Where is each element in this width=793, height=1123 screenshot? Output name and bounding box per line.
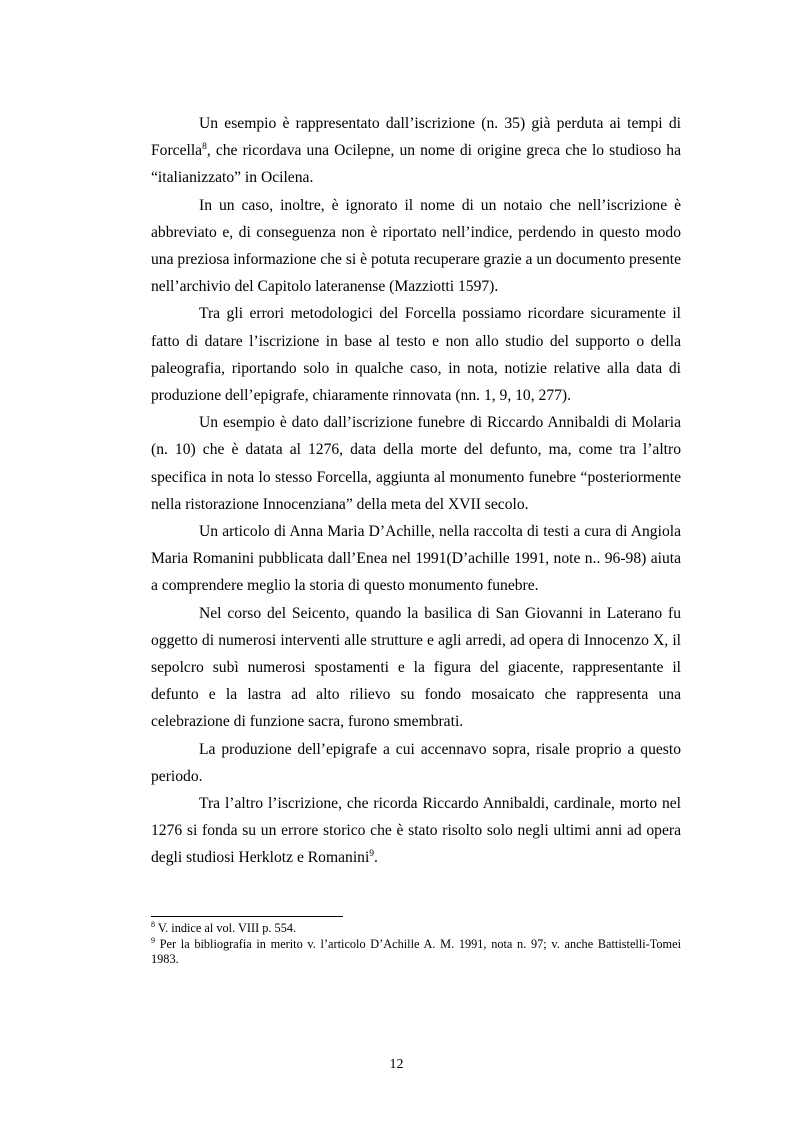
paragraph: Un articolo di Anna Maria D’Achille, nella raccolta di testi a cura di Angiola Maria Romanini pubblicata dall’Enea nel 1991(D’achille 1991, note n.. 96-98) aiuta a comprendere meglio la storia di questo monumento funebre. <box>151 523 681 595</box>
footnote-divider <box>151 916 343 917</box>
paragraph-text: , che ricordava una Ocilepne, un nome di origine greca che lo studioso ha “italianizzato” in Ocilena. <box>151 142 681 187</box>
footnotes <box>151 921 681 968</box>
paragraph: La produzione dell’epigrafe a cui accennavo sopra, risale proprio a questo periodo. <box>151 740 681 785</box>
paragraph-text: Un esempio è rappresentato dall’iscrizione (n. 35) già perduta ai tempi di Forcella <box>151 115 681 160</box>
page-number: 12 <box>389 1057 404 1072</box>
footnote-ref: 9 <box>369 849 375 860</box>
paragraph: Un esempio è dato dall’iscrizione funebre di Riccardo Annibaldi di Molaria (n. 10) che è datata al 1276, data della morte del defunto, ma, come tra l’altro specifica in nota lo stesso Forcella, aggiunta al monumento funebre “posteriormente nella ristorazione Innocenziana” della meta del XVII secolo. <box>151 414 681 513</box>
footnote-number: 8 <box>151 919 155 929</box>
paragraph: Tra gli errori metodologici del Forcella possiamo ricordare sicuramente il fatto di datare l’iscrizione in base al testo e non allo studio del supporto o della paleografia, riportando solo in qualche caso, in nota, notizie relative alla data di produzione dell’epigrafe, chiaramente rinnovata (nn. 1, 9, 10, 277). <box>151 305 681 405</box>
body-text <box>151 110 681 872</box>
paragraph: Nel corso del Seicento, quando la basilica di San Giovanni in Laterano fu oggetto di numerosi interventi alle strutture e agli arredi, ad opera di Innocenzo X, il sepolcro subì numerosi spostamenti e la figura del giacente, rappresentante il defunto e la lastra ad alto rilievo su fondo mosaicato che rappresenta una celebrazione di funzione sacra, furono smembrati. <box>151 604 681 731</box>
paragraph: In un caso, inoltre, è ignorato il nome di un notaio che nell’iscrizione è abbreviato e, di conseguenza non è riportato nell’indice, perdendo in questo modo una preziosa informazione che si è potuta recuperare grazie a un documento presente nell’archivio del Capitolo lateranense (Mazziotti 1597). <box>151 196 681 296</box>
footnote-number: 9 <box>151 935 155 945</box>
paragraph-text: Tra l’altro l’iscrizione, che ricorda Riccardo Annibaldi, cardinale, morto nel 1276 si fonda su un errore storico che è stato risolto solo negli ultimi anni ad opera degli studiosi Herklotz e Romanini <box>151 795 681 867</box>
paragraph <box>151 110 681 192</box>
footnote-text: V. indice al vol. VIII p. 554. <box>155 921 297 935</box>
paragraph-text: . <box>374 849 378 867</box>
footnote-text: Per la bibliografia in merito v. l’articolo D’Achille A. M. 1991, nota n. 97; v. anche Battistelli-Tomei 1983. <box>151 936 681 966</box>
footnote <box>151 937 681 968</box>
footnote-ref: 8 <box>202 142 207 153</box>
footnote <box>151 921 681 937</box>
paragraph <box>151 790 681 872</box>
